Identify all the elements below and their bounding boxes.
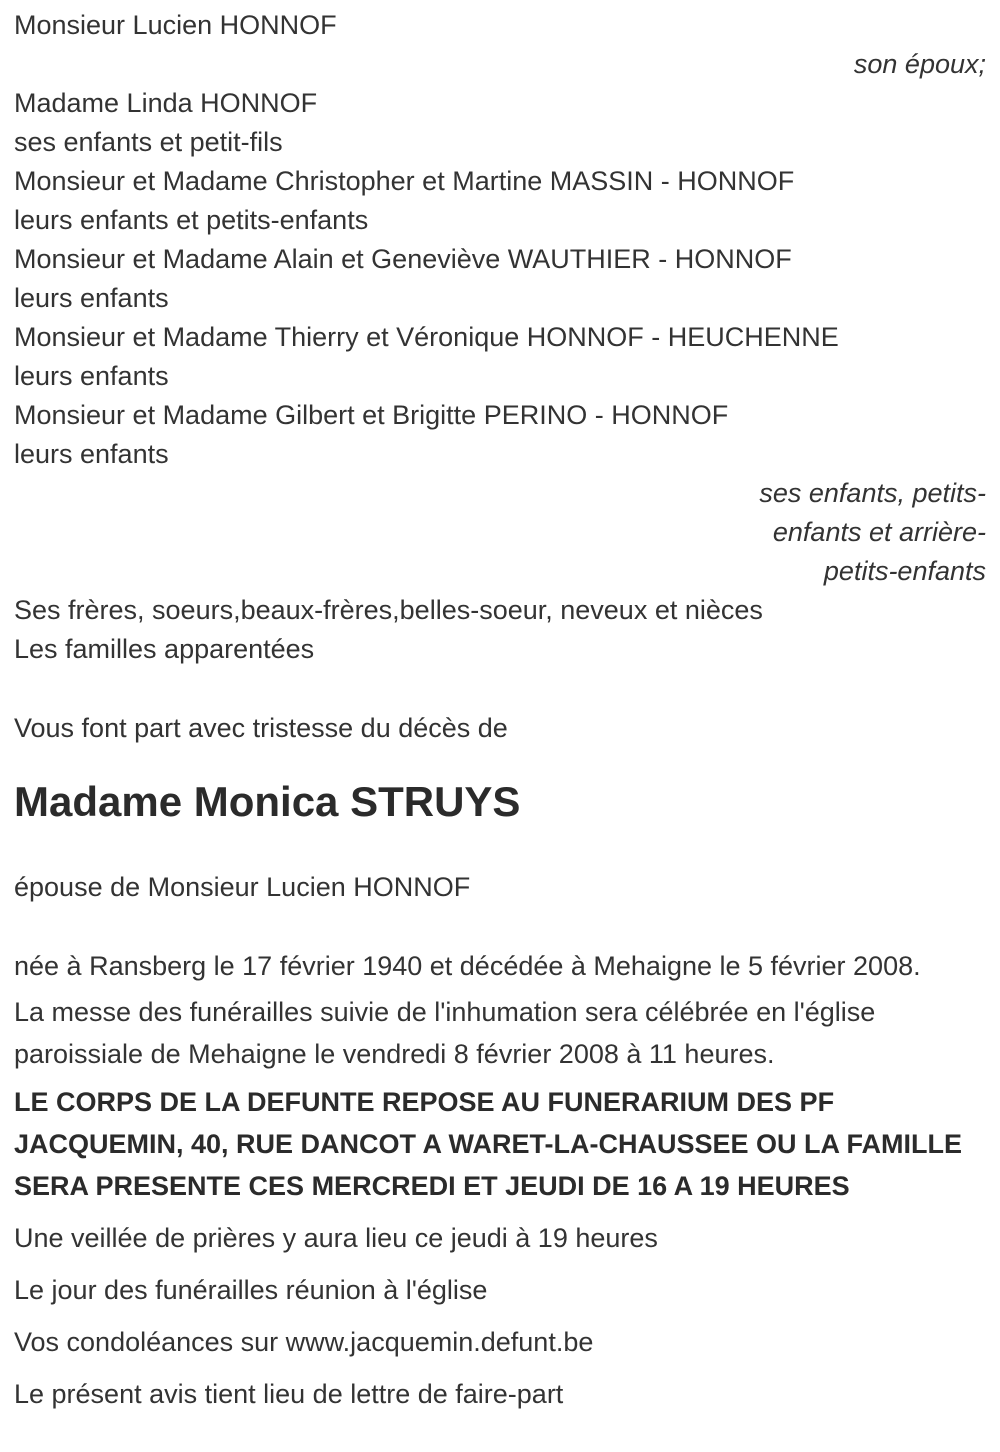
family-line: Monsieur et Madame Thierry et Véronique HONNOF - HEUCHENNE [14, 322, 839, 352]
family-line: Monsieur et Madame Christopher et Martine MASSIN - HONNOF [14, 166, 795, 196]
spouse-of-line: épouse de Monsieur Lucien HONNOF [14, 872, 471, 902]
relatives-line: Ses frères, soeurs,beaux-frères,belles-soeur, neveux et nièces [14, 595, 763, 625]
families-line: Les familles apparentées [14, 634, 315, 664]
family-line: leurs enfants et petits-enfants [14, 205, 369, 235]
deceased-name: Madame Monica STRUYS [14, 778, 521, 825]
family-list [14, 84, 986, 474]
family-line: Madame Linda HONNOF [14, 88, 318, 118]
husband-role-line: son époux; [853, 49, 986, 79]
family-line: ses enfants et petit-fils [14, 127, 283, 157]
family-line: leurs enfants [14, 439, 169, 469]
family-roles-tail-line: petits-enfants [823, 556, 986, 586]
family-line: leurs enfants [14, 361, 169, 391]
family-line: Monsieur et Madame Alain et Geneviève WAUTHIER - HONNOF [14, 244, 792, 274]
vigil-line: Une veillée de prières y aura lieu ce jeudi à 19 heures [14, 1223, 658, 1253]
church-gathering-line: Le jour des funérailles réunion à l'église [14, 1275, 488, 1305]
repose-notice-paragraph: LE CORPS DE LA DEFUNTE REPOSE AU FUNERARIUM DES PF JACQUEMIN, 40, RUE DANCOT A WARET-LA-CHAUSSEE OU LA FAMILLE SERA PRESENTE CES MERCREDI ET JEUDI DE 16 A 19 HEURES [14, 1087, 963, 1201]
family-roles-tail-line: ses enfants, petits- [759, 478, 986, 508]
family-line: leurs enfants [14, 283, 169, 313]
family-roles-tail-line: enfants et arrière- [772, 517, 986, 547]
condolences-line: Vos condoléances sur www.jacquemin.defunt.be [14, 1327, 594, 1357]
family-line: Monsieur et Madame Gilbert et Brigitte PERINO - HONNOF [14, 400, 729, 430]
announcement-line: Vous font part avec tristesse du décès de [14, 713, 508, 743]
family-roles-tail [14, 474, 986, 591]
legal-line: Le présent avis tient lieu de lettre de faire-part [14, 1379, 564, 1409]
funeral-mass-paragraph: La messe des funérailles suivie de l'inhumation sera célébrée en l'église paroissiale de Mehaigne le vendredi 8 février 2008 à 11 heures. [14, 997, 876, 1069]
husband-line: Monsieur Lucien HONNOF [14, 10, 337, 40]
birth-death-paragraph: née à Ransberg le 17 février 1940 et décédée à Mehaigne le 5 février 2008. [14, 951, 921, 981]
